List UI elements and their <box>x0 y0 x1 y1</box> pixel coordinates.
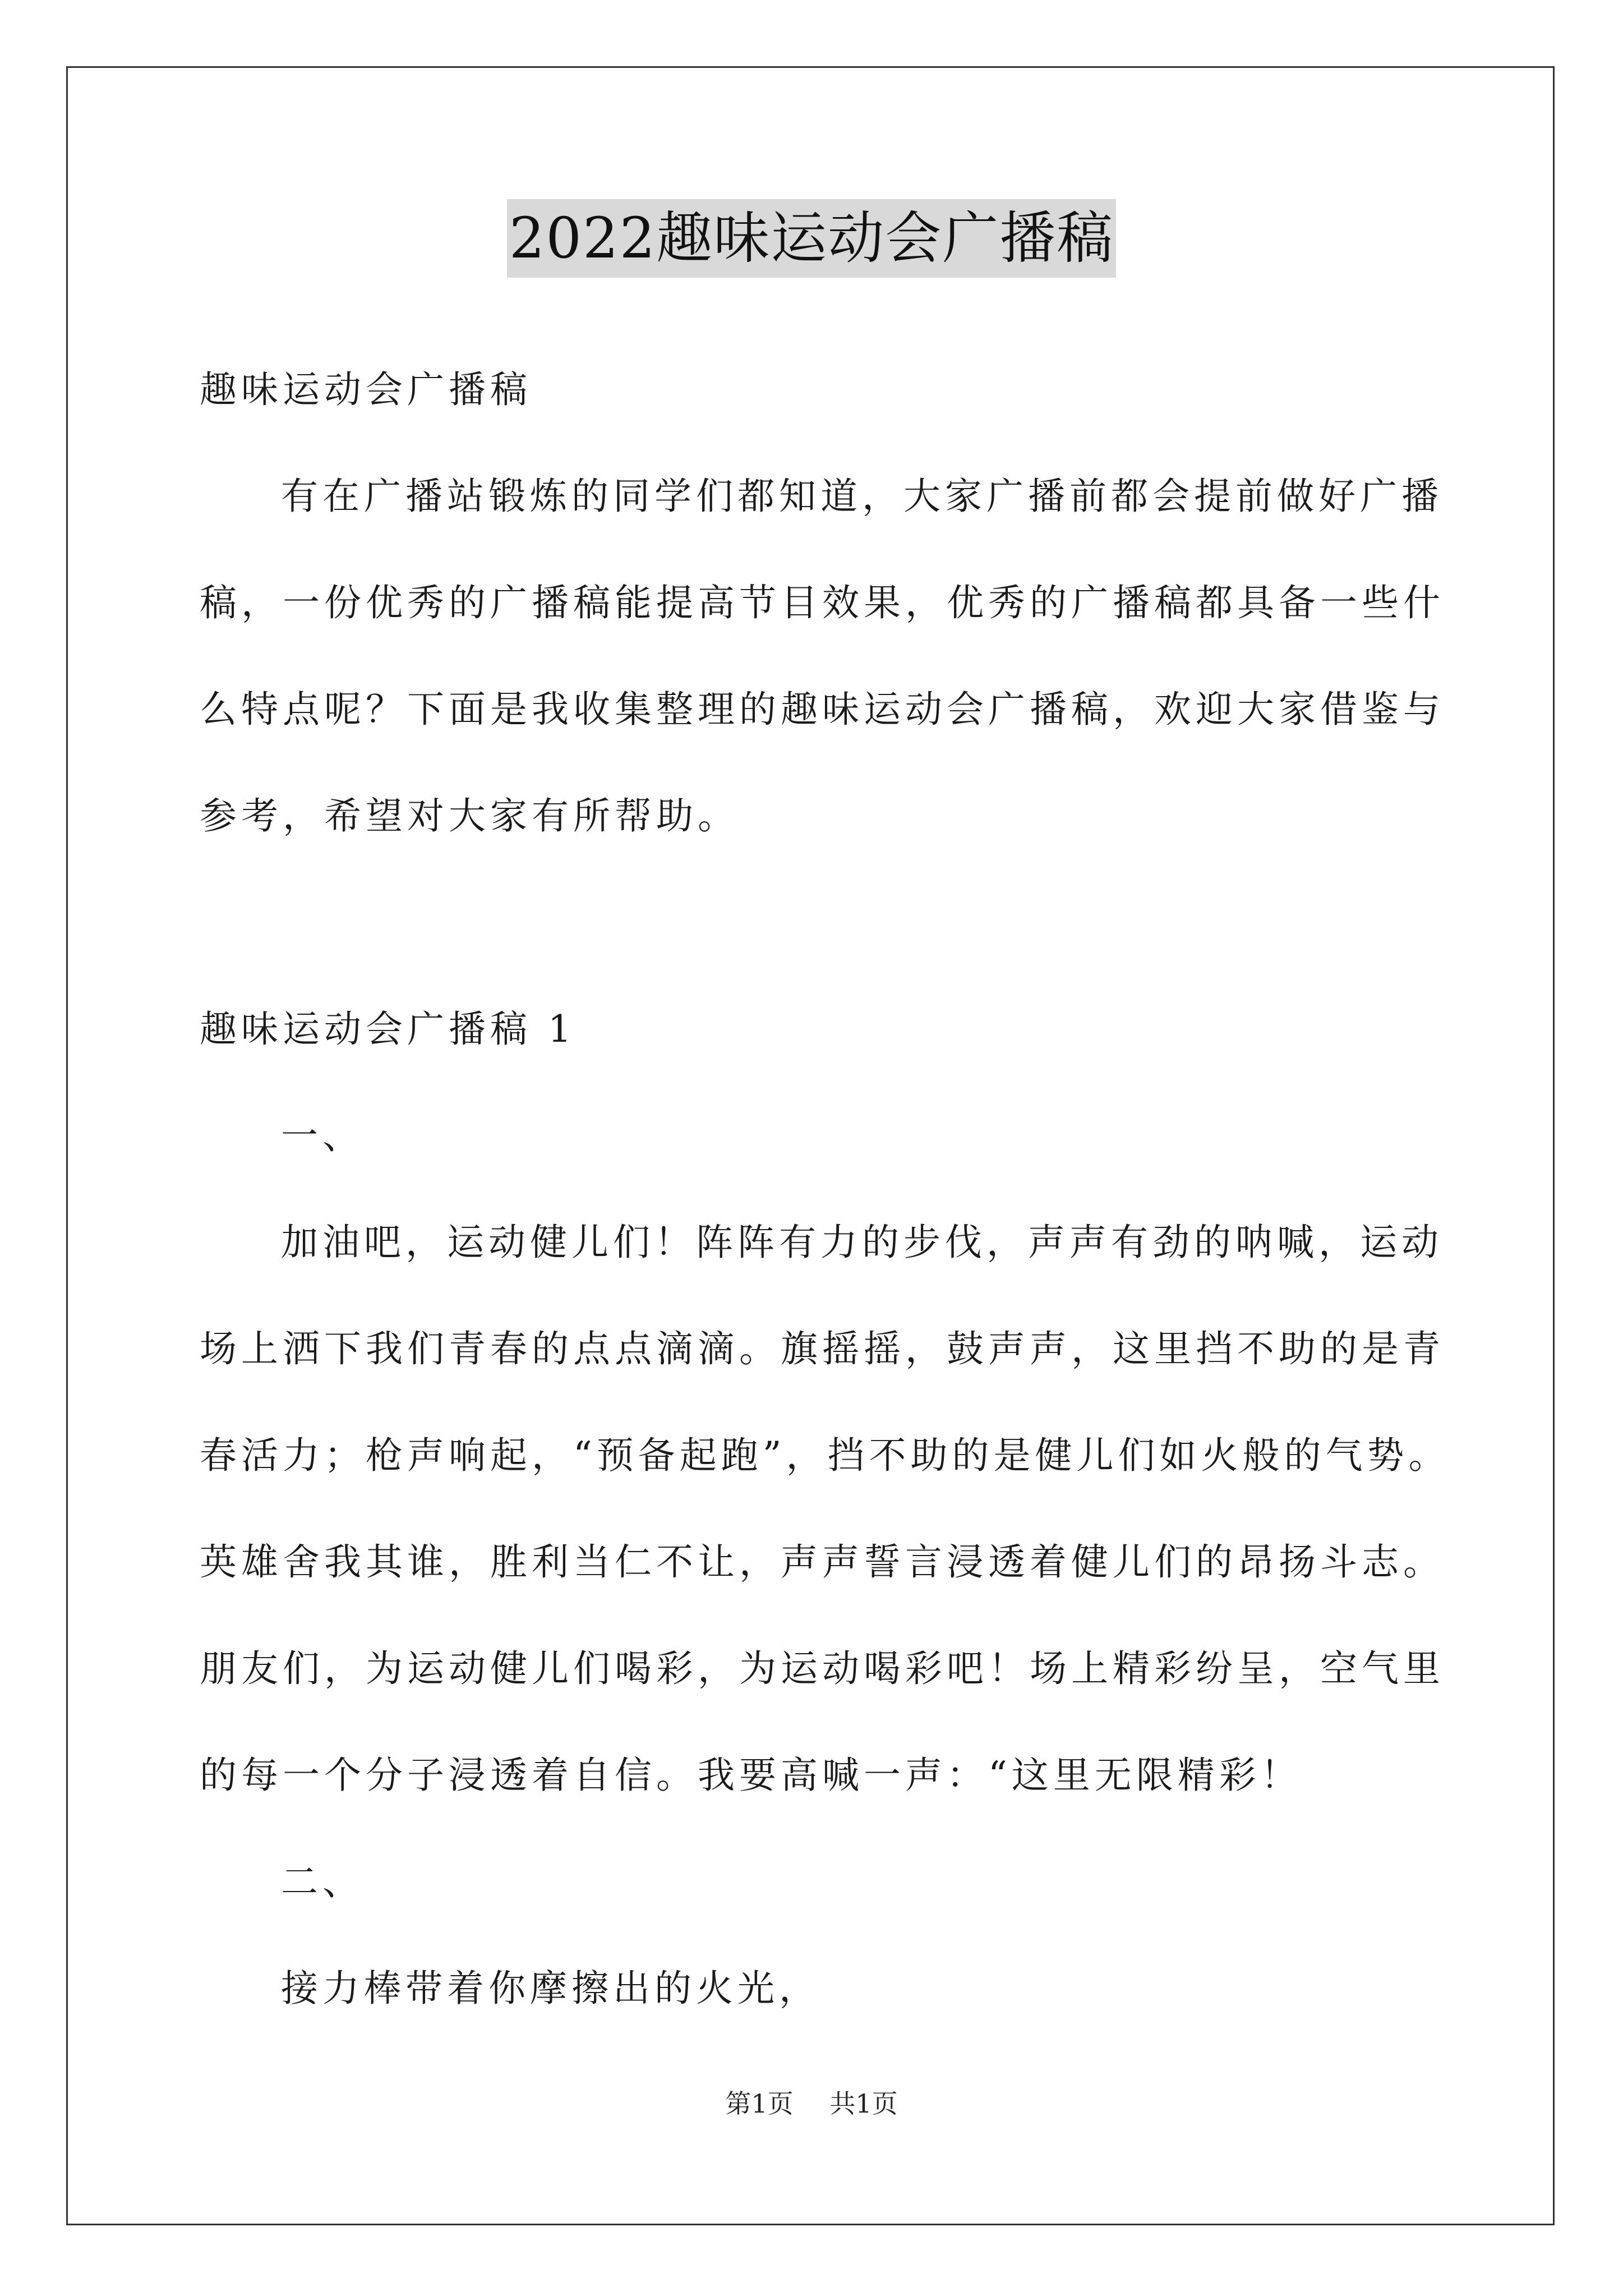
document-title: 2022趣味运动会广播稿 <box>507 199 1117 278</box>
subtitle: 趣味运动会广播稿 <box>200 368 532 411</box>
page-total: 共1页 <box>829 2088 898 2119</box>
intro-line: 有在广播站锻炼的同学们都知道，大家广播前都会提前做好广播 <box>281 475 1443 518</box>
title-container <box>0 199 1623 278</box>
page-number: 第1页 <box>725 2088 794 2119</box>
part-label: 二、 <box>281 1860 364 1903</box>
intro-line: 稿，一份优秀的广播稿能提高节目效果，优秀的广播稿都具备一些什 <box>200 581 1445 624</box>
body-line: 加油吧，运动健儿们！阵阵有力的步伐，声声有劲的呐喊，运动 <box>281 1221 1443 1264</box>
body-line: 春活力；枪声响起，“预备起跑”，挡不助的是健儿们如火般的气势。 <box>200 1434 1450 1477</box>
document-body <box>200 337 1456 2042</box>
paragraph-gap <box>200 869 1456 976</box>
intro-line: 参考，希望对大家有所帮助。 <box>200 794 739 838</box>
body-line: 场上洒下我们青春的点点滴滴。旗摇摇，鼓声声，这里挡不助的是青 <box>200 1327 1445 1370</box>
body-line: 的每一个分子浸透着自信。我要高喊一声：“这里无限精彩！ <box>200 1754 1302 1797</box>
body-line: 英雄舍我其谁，胜利当仁不让，声声誓言浸透着健儿们的昂扬斗志。 <box>200 1540 1445 1584</box>
body-line: 接力棒带着你摩擦出的火光， <box>281 1967 820 2010</box>
section-title: 趣味运动会广播稿 1 <box>200 1007 576 1051</box>
body-line: 朋友们，为运动健儿们喝彩，为运动喝彩吧！场上精彩纷呈，空气里 <box>200 1647 1445 1690</box>
part-label: 一、 <box>281 1114 364 1157</box>
page-footer <box>0 2087 1623 2120</box>
intro-line: 么特点呢？下面是我收集整理的趣味运动会广播稿，欢迎大家借鉴与 <box>200 688 1445 731</box>
